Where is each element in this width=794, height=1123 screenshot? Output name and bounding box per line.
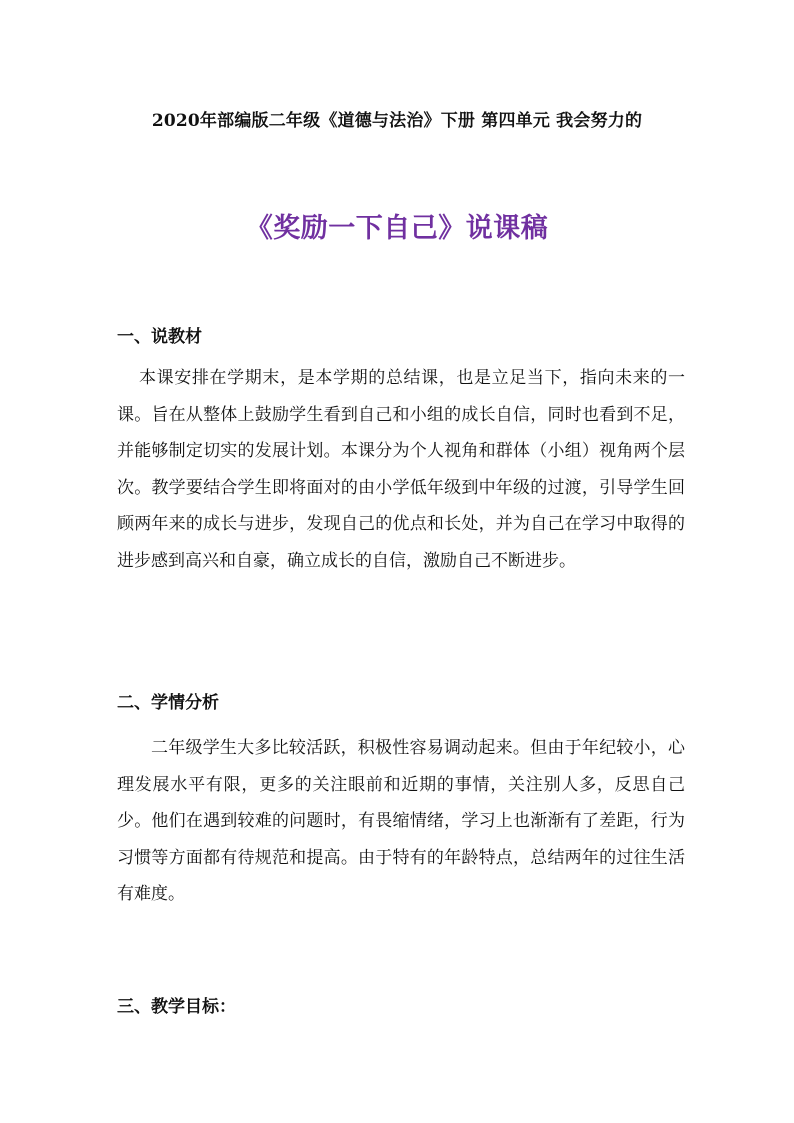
document-header: 2020年部编版二年级《道德与法治》下册 第四单元 我会努力的 [151, 111, 643, 131]
section-paragraph-teaching-material: 本课安排在学期末，是本学期的总结课，也是立足当下，指向未来的一课。旨在从整体上鼓励学生看到自己和小组的成长自信，同时也看到不足，并能够制定切实的发展计划。本课分为个人视角和群体（小组）视角两个层次。教学要结合学生即将面对的由小学低年级到中年级的过渡，引导学生回顾两年来的成长与进步，发现自己的优点和长处，并为自己在学习中取得的进步感到高兴和自豪，确立成长的自信，激励自己不断进步。 [117, 368, 685, 571]
section-heading-student-analysis: 二、学情分析 [117, 693, 219, 713]
section-heading-teaching-material: 一、说教材 [117, 327, 202, 347]
document-title: 《奖励一下自己》说课稿 [245, 213, 549, 244]
section-heading-teaching-goals: 三、教学目标： [117, 997, 236, 1017]
section-paragraph-student-analysis: 二年级学生大多比较活跃，积极性容易调动起来。但由于年纪较小，心理发展水平有限，更多的关注眼前和近期的事情，关注别人多，反思自己少。他们在遇到较难的问题时，有畏缩情绪，学习上也渐渐有了差距，行为习惯等方面都有待规范和提高。由于特有的年龄特点，总结两年的过往生活有难度。 [117, 738, 685, 904]
